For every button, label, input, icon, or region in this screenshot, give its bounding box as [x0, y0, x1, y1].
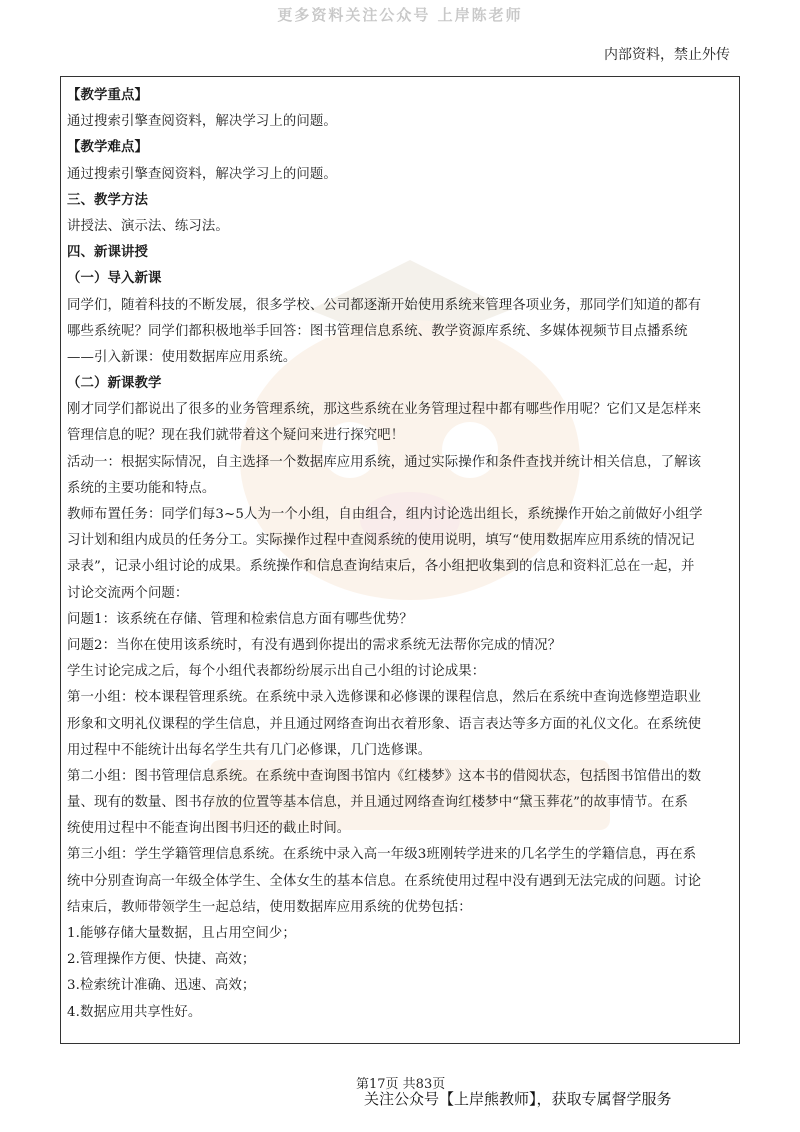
paragraph-line: 讲授法、演示法、练习法。 [67, 218, 229, 234]
paragraph-line: 结束后，教师带领学生一起总结，使用数据库应用系统的优势包括： [67, 899, 472, 915]
paragraph-line: 系统的主要功能和特点。 [67, 480, 216, 496]
paragraph-line: 教师布置任务：同学们每3~5人为一个小组，自由组合，组内讨论选出组长，系统操作开始之前做好小组学 [67, 507, 703, 522]
header-watermark-title: 更多资料关注公众号 上岸陈老师 [277, 6, 523, 24]
lesson-text [67, 83, 731, 1026]
paragraph-line: 问题2：当你在使用该系统时，有没有遇到你提出的需求系统无法帮你完成的情况？ [67, 637, 562, 653]
paragraph-line: 讨论交流两个问题： [67, 585, 189, 601]
confidential-notice: 内部资料，禁止外传 [604, 47, 730, 63]
paragraph-line: 管理信息的呢？现在我们就带着这个疑问来进行探究吧！ [67, 428, 405, 444]
paragraph-line: 第二小组：图书管理信息系统。在系统中查询图书馆内《红楼梦》这本书的借阅状态，包括图书馆借出的数 [67, 768, 702, 784]
paragraph-line: 统使用过程中不能查询出图书归还的截止时间。 [67, 821, 351, 837]
paragraph-line: 同学们，随着科技的不断发展，很多学校、公司都逐渐开始使用系统来管理各项业务，那同学们知道的都有 [67, 297, 702, 313]
section-heading: 三、教学方法 [67, 192, 148, 208]
paragraph-line: 第一小组：校本课程管理系统。在系统中录入选修课和必修课的课程信息，然后在系统中查询选修塑造职业 [67, 690, 702, 706]
paragraph-line: 3.检索统计准确、迅速、高效； [67, 978, 256, 994]
paragraph-line: ——引入新课：使用数据库应用系统。 [67, 349, 297, 365]
paragraph-line: 哪些系统呢？同学们都积极地举手回答：图书管理信息系统、教学资源库系统、多媒体视频节目点播系统 [67, 323, 688, 339]
paragraph-line: 录表”，记录小组讨论的成果。系统操作和信息查询结束后，各小组把收集到的信息和资料汇总在一起，并 [67, 559, 695, 575]
paragraph-line: 通过搜索引擎查阅资料，解决学习上的问题。 [67, 114, 337, 130]
paragraph-line: 问题1：该系统在存储、管理和检索信息方面有哪些优势？ [67, 611, 413, 627]
paragraph-line: 第三小组：学生学籍管理信息系统。在系统中录入高一年级3班刚转学进来的几名学生的学籍信息，再在系 [67, 847, 697, 863]
section-heading: （一）导入新课 [67, 271, 162, 287]
paragraph-line: 学生讨论完成之后，每个小组代表都纷纷展示出自己小组的讨论成果： [67, 664, 486, 680]
section-heading: 【教学难点】 [67, 140, 148, 156]
paragraph-line: 统中分别查询高一年级全体学生、全体女生的基本信息。在系统使用过程中没有遇到无法完成的问题。讨论 [67, 873, 702, 889]
paragraph-line: 2.管理操作方便、快捷、高效； [67, 952, 256, 968]
section-heading: 【教学重点】 [67, 88, 148, 103]
paragraph-line: 活动一：根据实际情况，自主选择一个数据库应用系统，通过实际操作和条件查找并统计相关信息，了解该 [67, 454, 702, 470]
paragraph-line: 刚才同学们都说出了很多的业务管理系统，那这些系统在业务管理过程中都有哪些作用呢？它们又是怎样来 [67, 402, 702, 418]
paragraph-line: 形象和文明礼仪课程的学生信息，并且通过网络查询出衣着形象、语言表达等多方面的礼仪文化。在系统使 [67, 716, 702, 732]
paragraph-line: 用过程中不能统计出每名学生共有几门必修课，几门选修课。 [67, 742, 432, 758]
paragraph-line: 通过搜索引擎查阅资料，解决学习上的问题。 [67, 166, 337, 182]
paragraph-line: 习计划和组内成员的任务分工。实际操作过程中查阅系统的使用说明，填写“使用数据库应用系统的情况记 [67, 533, 695, 549]
paragraph-line: 4.数据应用共享性好。 [67, 1004, 202, 1020]
section-heading: （二）新课教学 [67, 376, 162, 392]
lesson-content-box [60, 76, 740, 1044]
paragraph-line: 量、现有的数量、图书存放的位置等基本信息，并且通过网络查询红楼梦中“黛玉葬花”的故事情节。在系 [67, 795, 688, 811]
footer-promo-text: 关注公众号【上岸熊教师】，获取专属督学服务 [364, 1090, 672, 1108]
section-heading: 四、新课讲授 [67, 245, 148, 261]
page-number: 第17页 共83页 [356, 1077, 446, 1092]
paragraph-line: 1.能够存储大量数据，且占用空间少； [67, 926, 296, 941]
